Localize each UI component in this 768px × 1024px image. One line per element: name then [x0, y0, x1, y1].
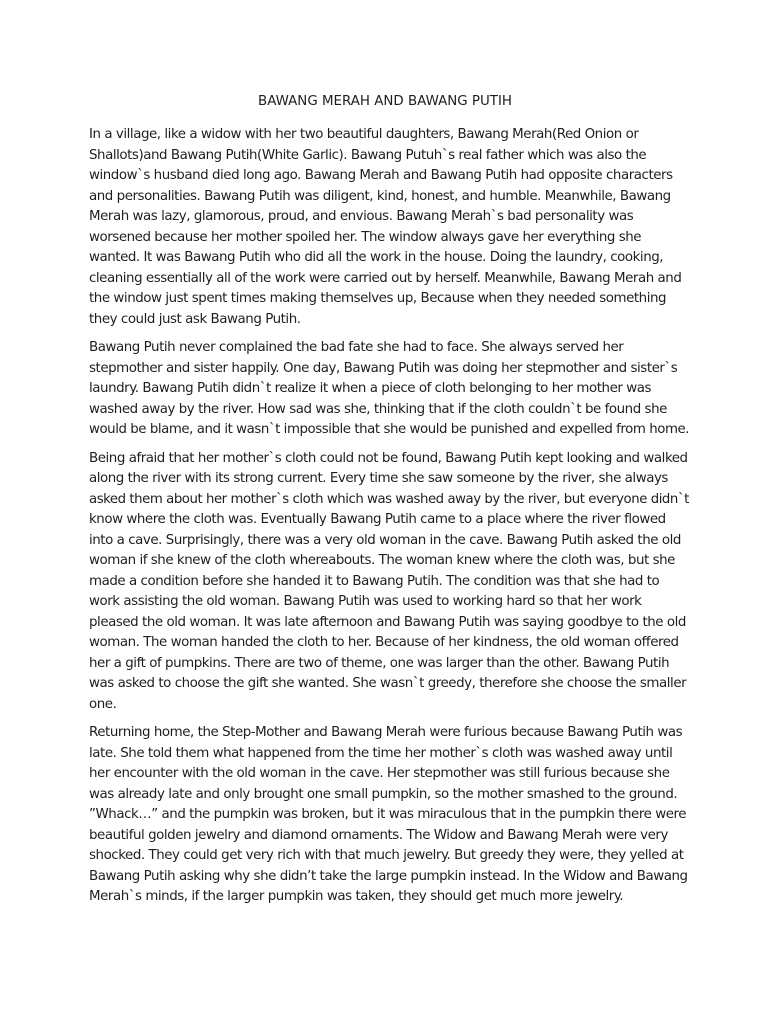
text-line: into a cave. Surprisingly, there was a very old woman in the cave. Bawang Putih asked the old — [89, 532, 681, 548]
text-line: worsened because her mother spoiled her. The window always gave her everything she — [89, 229, 642, 245]
text-line: window`s husband died long ago. Bawang Merah and Bawang Putih had opposite characters — [89, 168, 673, 183]
text-line: pleased the old woman. It was late afternoon and Bawang Putih was saying goodbye to the old — [89, 614, 686, 630]
text-line: the window just spent times making themselves up, Because when they needed something — [89, 291, 667, 306]
text-line: wanted. It was Bawang Putih who did all the work in the house. Doing the laundry, cooking, — [89, 250, 664, 265]
text-line: her encounter with the old woman in the cave. Her stepmother was still furious because she — [89, 766, 670, 781]
text-line: beautiful golden jewelry and diamond ornaments. The Widow and Bawang Merah were very — [89, 827, 668, 843]
text-line: shocked. They could get very rich with that much jewelry. But greedy they were, they yelled at — [89, 848, 684, 863]
text-line: was already late and only brought one small pumpkin, so the mother smashed to the ground. — [89, 786, 678, 802]
text-line: they could just ask Bawang Putih. — [89, 311, 301, 327]
text-line: In a village, like a widow with her two beautiful daughters, Bawang Merah(Red Onion or — [89, 127, 639, 142]
document-title: BAWANG MERAH AND BAWANG PUTIH — [258, 94, 512, 109]
text-line: late. She told them what happened from the time her mother`s cloth was washed away until — [89, 745, 673, 761]
paragraph-2 — [89, 338, 690, 441]
text-line: stepmother and sister happily. One day, Bawang Putih was doing her stepmother and sister`s — [89, 360, 678, 376]
text-line: her a gift of pumpkins. There are two of theme, one was larger than the other. Bawang Putih — [89, 655, 670, 671]
text-line: Returning home, the Step-Mother and Bawang Merah were furious because Bawang Putih was — [89, 725, 683, 740]
document-page — [89, 92, 690, 916]
text-line: washed away by the river. How sad was she, thinking that if the cloth couldn`t be found she — [89, 401, 667, 417]
text-line: laundry. Bawang Putih didn`t realize it when a piece of cloth belonging to her mother was — [89, 381, 651, 396]
document-body — [89, 125, 690, 908]
text-line: work assisting the old woman. Bawang Putih was used to working hard so that her work — [89, 594, 642, 609]
text-line: would be blame, and it wasn`t impossible that she would be punished and expelled from home. — [89, 422, 690, 437]
text-line: woman. The woman handed the cloth to her. Because of her kindness, the old woman offered — [89, 635, 679, 650]
text-line: Merah`s minds, if the larger pumpkin was taken, they should get much more jewelry. — [89, 889, 624, 904]
text-line: Bawang Putih never complained the bad fate she had to face. She always served her — [89, 340, 624, 355]
text-line: and personalities. Bawang Putih was diligent, kind, honest, and humble. Meanwhile, Bawang — [89, 188, 671, 204]
text-line: Shallots)and Bawang Putih(White Garlic). Bawang Putuh`s real father which was also the — [89, 147, 647, 163]
paragraph-4 — [89, 723, 688, 908]
text-line: along the river with its strong current. Every time she saw someone by the river, she always — [89, 471, 668, 486]
paragraph-1 — [89, 125, 681, 330]
text-line: cleaning essentially all of the work were carried out by herself. Meanwhile, Bawang Merah and — [89, 270, 682, 286]
text-line: Being afraid that her mother`s cloth could not be found, Bawang Putih kept looking and walked — [89, 450, 688, 466]
text-line: know where the cloth was. Eventually Bawang Putih came to a place where the river flowed — [89, 512, 666, 527]
text-line: ”Whack…” and the pumpkin was broken, but it was miraculous that in the pumpkin there were — [89, 807, 687, 822]
text-line: Bawang Putih asking why she didn’t take the large pumpkin instead. In the Widow and Bawang — [89, 868, 688, 884]
text-line: one. — [89, 696, 117, 712]
text-line: woman if she knew of the cloth whereabouts. The woman knew where the cloth was, but she — [89, 553, 675, 568]
text-line: Merah was lazy, glamorous, proud, and envious. Bawang Merah`s bad personality was — [89, 209, 634, 224]
text-line: asked them about her mother`s cloth which was washed away by the river, but everyone didn`t — [89, 491, 689, 507]
text-line: was asked to choose the gift she wanted. She wasn`t greedy, therefore she choose the smaller — [89, 676, 687, 691]
paragraph-3 — [89, 449, 689, 716]
text-line: made a condition before she handed it to Bawang Putih. The condition was that she had to — [89, 573, 660, 589]
